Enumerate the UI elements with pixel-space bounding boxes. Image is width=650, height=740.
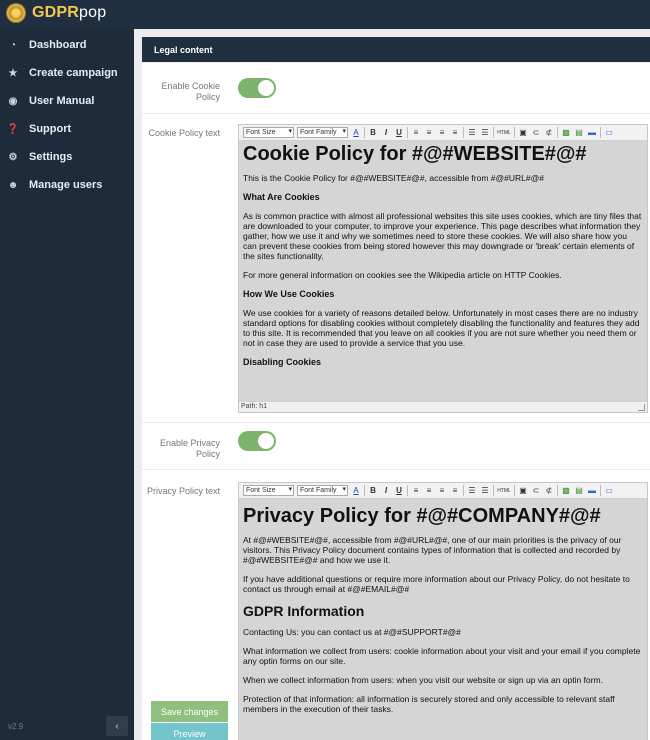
divider <box>407 485 408 496</box>
cookie-policy-content[interactable] <box>239 141 647 401</box>
underline-button[interactable]: U <box>396 486 402 495</box>
paragraph: Protection of that information: all information is securely stored and only accessible to relevant staff members in the execution of their tasks. <box>243 694 615 714</box>
bold-button[interactable]: B <box>370 486 376 495</box>
divider <box>600 127 601 138</box>
paragraph: When we collect information from users: when you visit our website or sign up via an optin form. <box>243 675 603 685</box>
resize-handle-icon[interactable] <box>638 404 645 411</box>
heading-what-are-cookies: What Are Cookies <box>243 192 320 202</box>
toggle-knob <box>258 433 274 449</box>
cookie-intro: This is the Cookie Policy for #@#WEBSITE#@#, accessible from #@#URL#@# <box>243 173 544 183</box>
cogs-icon: ⚙ <box>8 151 18 163</box>
text-color-button[interactable]: A <box>353 128 359 137</box>
enable-privacy-label: Enable Privacy Policy <box>159 438 220 459</box>
bold-button[interactable]: B <box>370 128 376 137</box>
underline-button[interactable]: U <box>396 128 402 137</box>
bullet-list-icon[interactable]: ☰ <box>468 128 476 137</box>
divider <box>600 485 601 496</box>
sidebar-item-label: Manage users <box>29 179 103 191</box>
cookie-text-label: Cookie Policy text <box>148 128 220 138</box>
privacy-policy-content[interactable] <box>239 499 647 740</box>
heading-disabling-cookies: Disabling Cookies <box>243 357 322 367</box>
paste-icon[interactable]: ▣ <box>519 486 527 495</box>
sidebar-item-settings[interactable] <box>0 143 134 171</box>
privacy-policy-title: Privacy Policy for #@#COMPANY#@# <box>243 505 601 527</box>
dashboard-icon: ◔ <box>9 39 17 51</box>
divider <box>514 485 515 496</box>
bullet-list-icon[interactable]: ☰ <box>468 486 476 495</box>
align-right-icon[interactable]: ≡ <box>439 486 445 495</box>
version-label: v2.9 <box>8 722 24 731</box>
font-family-select[interactable]: Font Family ▾ <box>297 485 348 496</box>
align-center-icon[interactable]: ≡ <box>426 128 432 137</box>
logo-text <box>32 4 106 22</box>
paragraph: As is common practice with almost all professional websites this site uses cookies, which are tiny files that are downloaded to your computer, to improve your experience. This page describes what information they gather, how we use it and why we sometimes need to store these cookies. We will also share how you can prevent these cookies from being stored however this may downgrade or 'break' certain elements of the sites functionality. <box>243 211 642 261</box>
horizontal-rule-icon[interactable]: ▬ <box>588 486 596 495</box>
sidebar-item-label: Support <box>29 123 72 135</box>
divider <box>142 62 650 63</box>
font-family-select[interactable]: Font Family ▾ <box>297 127 348 138</box>
align-right-icon[interactable]: ≡ <box>439 128 445 137</box>
enable-cookie-label: Enable Cookie Policy <box>161 81 220 102</box>
align-justify-icon[interactable]: ≡ <box>452 128 458 137</box>
link-icon[interactable]: ⊂ <box>532 486 540 495</box>
divider <box>364 127 365 138</box>
align-center-icon[interactable]: ≡ <box>426 486 432 495</box>
text-color-button[interactable]: A <box>353 486 359 495</box>
star-icon: ★ <box>8 67 18 79</box>
paragraph: At #@#WEBSITE#@#, accessible from #@#URL#@#, one of our main priorities is the privacy of our visitors. This Privacy Policy document contains types of information that is collected and recorded by #@#WEBSITE#@# and how we use it. <box>243 535 622 565</box>
divider <box>514 127 515 138</box>
sidebar-item-label: Settings <box>29 151 73 163</box>
link-icon[interactable]: ⊂ <box>532 128 540 137</box>
numbered-list-icon[interactable]: ☰ <box>481 128 489 137</box>
paragraph: We use cookies for a variety of reasons detailed below. Unfortunately in most cases there are no industry standard options for disabling cookies without completely disabling the functionality and features they add to this site. It is recommended that you leave on all cookies if you are not sure whether you need them or not in case they are used to provide a service that you use. <box>243 308 640 348</box>
sidebar-item-label: Dashboard <box>29 39 87 51</box>
editor-toolbar <box>239 125 647 141</box>
editor-toolbar <box>239 483 647 499</box>
preview-button[interactable]: Preview <box>151 723 228 740</box>
font-size-select[interactable]: Font Size ▾ <box>243 485 294 496</box>
save-changes-button[interactable]: Save changes <box>151 701 228 722</box>
gear-logo-icon <box>6 3 26 23</box>
horizontal-rule-icon[interactable]: ▬ <box>588 128 596 137</box>
enable-cookie-toggle[interactable] <box>238 78 276 98</box>
sidebar <box>0 29 134 740</box>
unlink-icon[interactable]: ⊄ <box>545 486 553 495</box>
top-bar <box>0 0 650 29</box>
fullscreen-icon[interactable]: ▭ <box>605 486 613 495</box>
collapse-sidebar-button[interactable] <box>106 716 128 736</box>
media-icon[interactable]: ▤ <box>575 486 583 495</box>
image-icon[interactable]: ▩ <box>562 486 570 495</box>
globe-icon: ◉ <box>8 95 18 107</box>
html-source-button[interactable]: HTML <box>497 129 511 136</box>
media-icon[interactable]: ▤ <box>575 128 583 137</box>
heading-how-we-use: How We Use Cookies <box>243 289 335 299</box>
privacy-policy-editor[interactable] <box>238 482 648 740</box>
divider <box>557 127 558 138</box>
divider <box>493 127 494 138</box>
cookie-policy-editor[interactable] <box>238 124 648 413</box>
logo-suffix: pop <box>79 4 107 21</box>
app-logo[interactable] <box>6 3 106 23</box>
heading-gdpr-information: GDPR Information <box>243 603 365 619</box>
chevron-left-icon: ‹ <box>115 720 119 732</box>
html-source-button[interactable]: HTML <box>497 487 511 494</box>
divider <box>493 485 494 496</box>
sidebar-item-label: User Manual <box>29 95 95 107</box>
unlink-icon[interactable]: ⊄ <box>545 128 553 137</box>
panel-title: Legal content <box>142 37 650 62</box>
align-left-icon[interactable]: ≡ <box>413 486 419 495</box>
divider <box>407 127 408 138</box>
legal-content-panel <box>142 37 650 740</box>
fullscreen-icon[interactable]: ▭ <box>605 128 613 137</box>
sidebar-item-manage-users[interactable] <box>0 171 134 199</box>
numbered-list-icon[interactable]: ☰ <box>481 486 489 495</box>
divider <box>142 422 650 423</box>
paragraph: For more general information on cookies see the Wikipedia article on HTTP Cookies. <box>243 270 562 280</box>
question-icon: ❓ <box>6 123 20 135</box>
editor-status-bar <box>239 401 647 412</box>
logo-prefix: GDPR <box>32 4 80 21</box>
users-icon: ☻ <box>7 179 19 191</box>
italic-button[interactable]: I <box>384 486 388 495</box>
paragraph: Contacting Us: you can contact us at #@#SUPPORT#@# <box>243 627 461 637</box>
sidebar-item-label: Create campaign <box>29 67 118 79</box>
sidebar-item-dashboard[interactable] <box>0 31 134 59</box>
divider <box>557 485 558 496</box>
italic-button[interactable]: I <box>384 128 388 137</box>
main-content <box>134 29 650 740</box>
privacy-text-label: Privacy Policy text <box>146 486 220 496</box>
divider <box>463 485 464 496</box>
divider <box>364 485 365 496</box>
divider <box>463 127 464 138</box>
toggle-knob <box>258 80 274 96</box>
element-path: Path: h1 <box>241 403 268 410</box>
sidebar-item-support[interactable] <box>0 115 134 143</box>
font-size-select[interactable]: Font Size ▾ <box>243 127 294 138</box>
divider <box>142 469 650 470</box>
divider <box>142 113 650 114</box>
image-icon[interactable]: ▩ <box>562 128 570 137</box>
sidebar-item-create-campaign[interactable] <box>0 59 134 87</box>
paragraph: If you have additional questions or require more information about our Privacy Policy, do not hesitate to contact us through email at #@#EMAIL#@# <box>243 574 630 594</box>
paste-icon[interactable]: ▣ <box>519 128 527 137</box>
align-justify-icon[interactable]: ≡ <box>452 486 458 495</box>
enable-privacy-toggle[interactable] <box>238 431 276 451</box>
align-left-icon[interactable]: ≡ <box>413 128 419 137</box>
paragraph: What information we collect from users: cookie information about your visit and your email if you complete any optin forms on our site. <box>243 646 641 666</box>
cookie-policy-title: Cookie Policy for #@#WEBSITE#@# <box>243 143 587 165</box>
sidebar-item-user-manual[interactable] <box>0 87 134 115</box>
